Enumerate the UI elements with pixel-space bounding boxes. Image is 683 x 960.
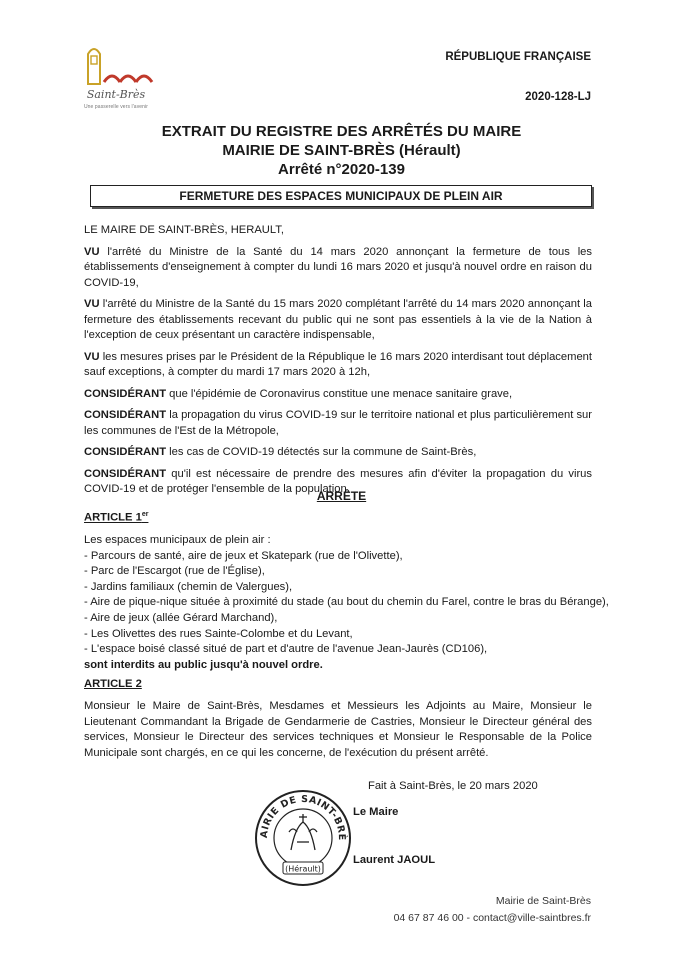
article-1-body [84, 533, 609, 673]
town-logo [74, 40, 158, 116]
logo-tagline: Une passerelle vers l'avenir [83, 104, 149, 110]
list-item: - Jardins familiaux (chemin de Valergues), [84, 580, 293, 593]
clause [84, 408, 592, 439]
clause-lead: CONSIDÉRANT [84, 446, 167, 458]
clause [84, 297, 592, 344]
stamp-text: AIRIE DE SAINT-BRÈ [258, 793, 348, 841]
list-item: - Parcours de santé, aire de jeux et Skatepark (rue de l'Olivette), [84, 549, 403, 562]
list-item: - Aire de jeux (allée Gérard Marchand), [84, 611, 278, 624]
mairie-stamp [253, 788, 353, 888]
clause-text: les cas de COVID-19 détectés sur la commune de Saint-Brès, [166, 446, 477, 458]
signature-place-date: Fait à Saint-Brès, le 20 mars 2020 [368, 780, 538, 792]
article-1-heading [84, 511, 148, 524]
decision-title: ARRÊTE [316, 489, 367, 503]
clause-text: qu'il est nécessaire de prendre des mesures afin d'éviter la propagation du virus COVID-19 et de protéger l'ensemble de la population. [84, 467, 592, 495]
clause-lead: CONSIDÉRANT [84, 409, 167, 421]
logo-name: Saint-Brès [86, 88, 146, 101]
clause-text: les mesures prises par le Président de la République le 16 mars 2020 interdisant tout déplacement sauf exceptions, à compter du mardi 17 mars 2020 à 12h, [84, 350, 592, 378]
clause-lead: CONSIDÉRANT [84, 467, 167, 480]
clause-text: l'arrêté du Ministre de la Santé du 14 mars 2020 annonçant la fermeture de tous les établissements d'enseignement à compter du lundi 16 mars 2020 et jusqu'à nouvel ordre en raison du COVID-19, [84, 245, 592, 289]
list-item: - Parc de l'Escargot (rue de l'Église), [84, 565, 265, 578]
svg-text:MAIRIE DE SAINT-BRÈS [253, 788, 348, 841]
article-1-heading-sup: er [141, 511, 149, 518]
clause [84, 387, 592, 403]
country-header: RÉPUBLIQUE FRANÇAISE [445, 51, 591, 63]
clause-text: la propagation du virus COVID-19 sur le territoire national et plus particulièrement sur les communes de l'Est de la Métropole, [84, 409, 592, 437]
document-titles [0, 122, 683, 179]
clause [84, 245, 592, 292]
preamble-opening: LE MAIRE DE SAINT-BRÈS, HERAULT, [84, 224, 284, 236]
footer-org: Mairie de Saint-Brès [495, 895, 591, 907]
seal-icon [253, 788, 353, 888]
clause [84, 445, 592, 461]
subject-box: FERMETURE DES ESPACES MUNICIPAUX DE PLEIN AIR [90, 185, 592, 207]
clause [84, 350, 592, 381]
stamp-subtext: (Hérault) [285, 864, 321, 874]
article-2-heading: ARTICLE 2 [84, 678, 142, 690]
article-2-body [84, 699, 592, 767]
article-1-heading-text: ARTICLE 1 [84, 511, 142, 524]
signature-role: Le Maire [353, 806, 399, 818]
footer-contact: 04 67 87 46 00 - contact@ville-saintbres.fr [393, 912, 591, 924]
clause-lead: VU [84, 350, 100, 363]
clause-text: l'arrêté du Ministre de la Santé du 15 mars 2020 complétant l'arrêté du 14 mars 2020 annonçant la fermeture des établissements recevant du public qui ne sont pas essentiels à la vie de la Nation à l'exception de ceux présentant un caractère indispensable, [84, 298, 592, 341]
signature-name: Laurent JAOUL [353, 854, 436, 866]
article-1-conclusion: sont interdits au public jusqu'à nouvel ordre. [84, 658, 323, 671]
title-line-3: Arrêté n°2020-139 [278, 161, 405, 178]
title-line-2: MAIRIE DE SAINT-BRÈS (Hérault) [222, 142, 461, 159]
article-1-intro: Les espaces municipaux de plein air : [84, 534, 271, 546]
list-item: - L'espace boisé classé situé de part et d'autre de l'avenue Jean-Jaurès (CD106), [84, 643, 488, 656]
clause-lead: CONSIDÉRANT [84, 387, 167, 400]
reference-number: 2020-128-LJ [525, 91, 591, 103]
article-2-text: Monsieur le Maire de Saint-Brès, Mesdames et Messieurs les Adjoints au Maire, Monsieur le Lieutenant Commandant la Brigade de Gendarmerie de Castries, Monsieur le Directeur général des services, Monsieur le Directeur des services techniques et Monsieur le Responsable de la Police Municipale sont chargés, en ce qui les concerne, de l'exécution du présent arrêté. [84, 700, 592, 759]
list-item: - Les Olivettes des rues Sainte-Colombe et du Levant, [84, 627, 353, 640]
list-item: - Aire de pique-nique située à proximité du stade (au bout du chemin du Farel, contre le bras du Bérange), [84, 596, 609, 609]
clause-lead: VU [84, 298, 100, 310]
clause-lead: VU [84, 245, 100, 258]
preamble [84, 223, 592, 504]
clause-text: que l'épidémie de Coronavirus constitue une menace sanitaire grave, [166, 387, 513, 400]
title-line-1: EXTRAIT DU REGISTRE DES ARRÊTÉS DU MAIRE [161, 123, 522, 140]
church-tower-icon [74, 40, 158, 90]
